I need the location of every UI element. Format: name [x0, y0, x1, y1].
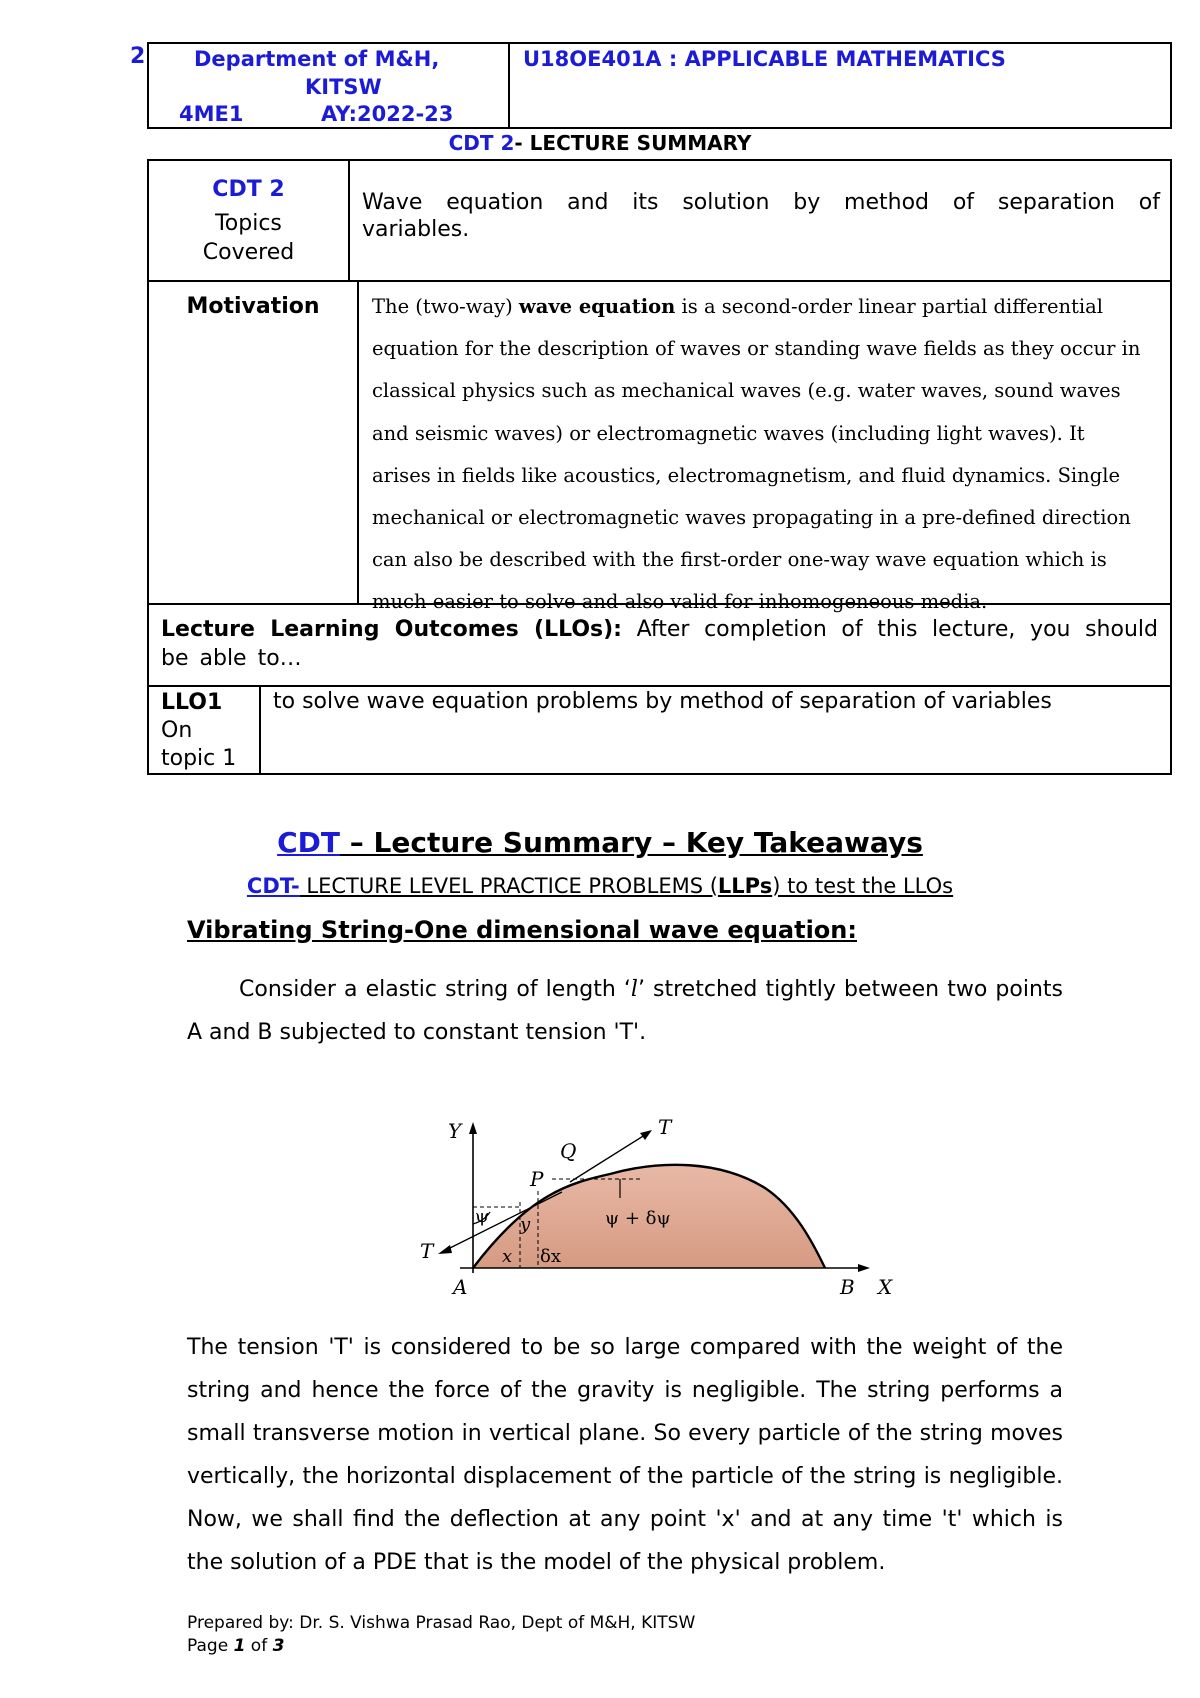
point-p-label: P [530, 1167, 544, 1191]
llp-heading [0, 874, 1200, 898]
intro-text-before: Consider a elastic string of length ‘ [239, 977, 631, 1002]
header-department-cell [149, 44, 510, 127]
point-a-label: A [453, 1275, 468, 1298]
page-indicator [187, 1635, 695, 1658]
tension-paragraph: The tension 'T' is considered to be so large compared with the weight of the string and hence the force of the gravity is negligible. The string performs a small transverse motion in vertical plane. So every particle of the string moves vertically, the horizontal displacement of the particle of the string is negligible. Now, we shall find the deflection at any point 'x' and at any time 't' which is the solution of a PDE that is the model of the physical problem. [187, 1335, 1063, 1575]
topics-row [149, 161, 1170, 282]
page-of: of [245, 1636, 273, 1656]
x-label: x [502, 1246, 513, 1267]
department-name: Department of M&H, [194, 47, 440, 71]
llo1-sub-label-2: topic 1 [161, 746, 237, 771]
llp-text-2: ) to test the LLOs [772, 874, 954, 898]
summary-title-text: - LECTURE SUMMARY [514, 131, 752, 155]
header-table [147, 42, 1172, 129]
motivation-bold-term: wave equation [518, 295, 676, 318]
page-number: 2 [130, 44, 146, 69]
tension-arrow-top [640, 1130, 652, 1140]
llp-abbrev: LLPs [717, 874, 773, 898]
psi-delta-label: ψ + δψ [605, 1208, 671, 1229]
academic-year: AY:2022-23 [321, 102, 454, 126]
motivation-text-after: is a second-order linear partial differential equation for the description of waves or standing wave fields as they occur in classical physics such as mechanical waves (e.g. water waves, sound waves and seismic waves) or electromagnetic waves (including light waves). It arises in fields like acoustics, electromagnetism, and fluid dynamics. Single mechanical or electromagnetic waves propagating in a pre-defined direction can also be described with the first-order one-way wave equation which is much easier to solve and also valid for inhomogeneous media. [372, 295, 1141, 614]
page-word: Page [187, 1636, 234, 1656]
tension-label-top: T [658, 1115, 672, 1139]
llo1-label: LLO1 [161, 690, 223, 715]
x-axis-arrow [858, 1264, 870, 1272]
page-current: 1 [233, 1636, 246, 1656]
section-heading: Vibrating String-One dimensional wave equation: [187, 916, 857, 944]
psi-label: ψ [475, 1206, 490, 1227]
y-label: y [520, 1214, 531, 1235]
intro-paragraph [187, 968, 1063, 1054]
topics-covered-text: Wave equation and its solution by method of separation of variables. [362, 190, 1160, 242]
summary-cdt-label: CDT 2 [448, 131, 515, 155]
motivation-label: Motivation [149, 282, 359, 603]
llo-header-text: After completion of this lecture, you should be able to… [161, 617, 1158, 671]
course-title: U18OE401A : APPLICABLE MATHEMATICS [523, 47, 1006, 71]
dx-label: δx [540, 1246, 561, 1267]
llo-header-bold: Lecture Learning Outcomes (LLOs): [161, 617, 622, 642]
institute-name: KITSW [305, 75, 382, 99]
motivation-text [372, 286, 1146, 624]
vibrating-string-diagram [420, 1098, 920, 1298]
topics-label-cell [149, 161, 350, 280]
tension-label-left: T [420, 1239, 434, 1263]
y-axis-arrow [469, 1122, 477, 1134]
topics-label-line1: Topics [215, 211, 282, 236]
key-takeaways-heading [0, 826, 1200, 859]
llo1-label-cell [149, 687, 261, 773]
motivation-text-before: The (two-way) [372, 295, 519, 318]
topics-label-line2: Covered [202, 240, 295, 265]
class-code: 4ME1 [179, 102, 244, 126]
page-footer [187, 1612, 695, 1658]
llo-header-row [149, 605, 1170, 687]
point-b-label: B [840, 1275, 855, 1298]
llo1-sub-label-1: On [161, 718, 193, 743]
topics-cdt-label: CDT 2 [212, 177, 285, 202]
llp-text-1: LECTURE LEVEL PRACTICE PROBLEMS ( [299, 874, 718, 898]
prepared-by: Prepared by: Dr. S. Vishwa Prasad Rao, Dept of M&H, KITSW [187, 1613, 696, 1633]
point-q-label: Q [560, 1139, 577, 1163]
llp-cdt: CDT- [246, 874, 300, 898]
length-variable: l [630, 977, 638, 1002]
key-takeaways-text: – Lecture Summary – Key Takeaways [340, 826, 923, 859]
summary-table [147, 159, 1172, 775]
y-axis-label: Y [448, 1119, 462, 1143]
motivation-row [149, 282, 1170, 614]
x-axis-label: X [878, 1275, 893, 1298]
motivation-cell [360, 282, 1170, 614]
llo1-text: to solve wave equation problems by method of separation of variables [273, 689, 1052, 714]
key-takeaways-cdt: CDT [277, 826, 341, 859]
intro-text-after: ’ stretched tightly between two points A and B subjected to constant tension 'T'. [187, 977, 1063, 1045]
page-total: 3 [272, 1636, 285, 1656]
tension-arrow-left [438, 1245, 452, 1254]
llo1-row [149, 687, 1170, 773]
lecture-summary-title [0, 131, 1200, 155]
